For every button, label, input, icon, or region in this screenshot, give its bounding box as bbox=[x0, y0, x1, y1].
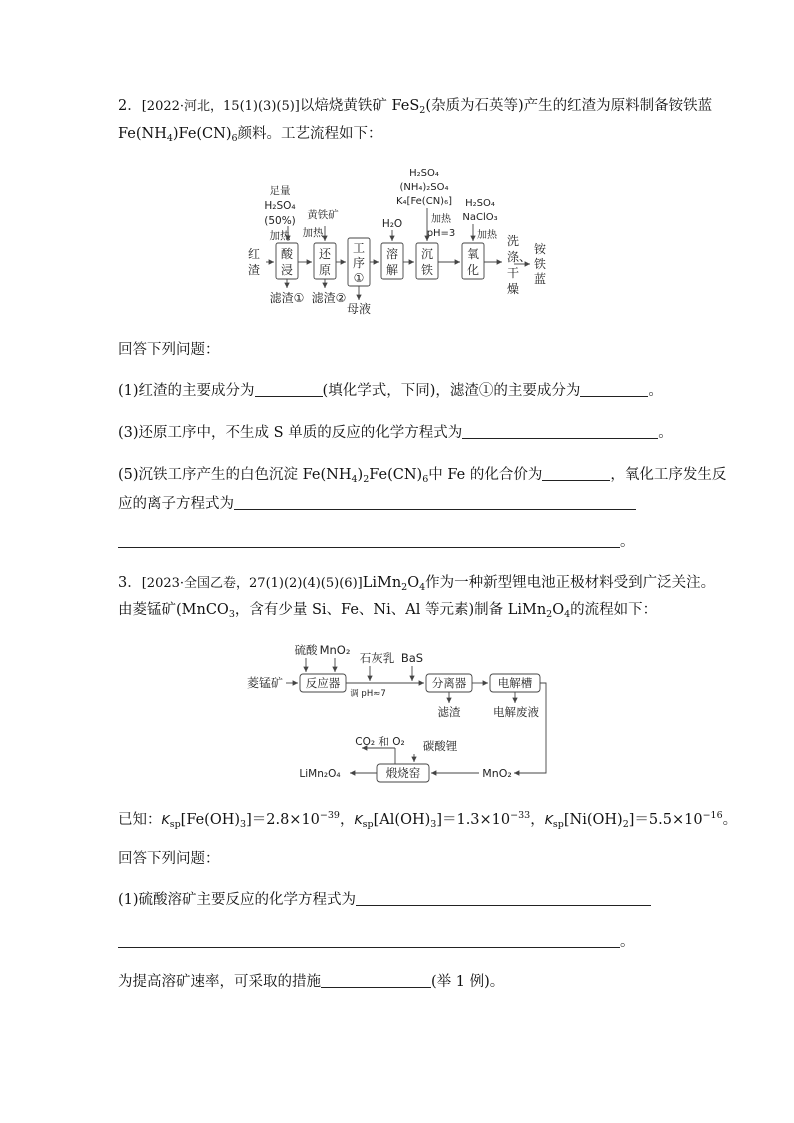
q3-answer-prompt: 回答下列问题： bbox=[118, 851, 220, 867]
q2-intro-line-1: 2．[2022·河北，15(1)(3)(5)]以焙烧黄铁矿 FeS$_2$(杂质为石英等)产生的红渣为原料制备铵铁蓝 bbox=[118, 98, 713, 116]
svg-text:加热: 加热 bbox=[477, 230, 497, 241]
q3-part-1-line-2: 。 bbox=[118, 932, 635, 952]
q3-blank-equation-1[interactable] bbox=[356, 891, 651, 906]
svg-text:黄铁矿: 黄铁矿 bbox=[307, 209, 339, 221]
svg-text:(50%): (50%) bbox=[264, 215, 296, 227]
svg-text:(NH₄)₂SO₄: (NH₄)₂SO₄ bbox=[399, 182, 449, 193]
svg-text:①: ① bbox=[353, 271, 365, 285]
q3-electrolyzer-label: 电解槽 bbox=[497, 676, 533, 690]
q3-part-1-line-3: 为提高溶矿速率，可采取的措施 (举 1 例)。 bbox=[118, 974, 505, 990]
q2-residue-2: 滤渣② bbox=[311, 291, 347, 305]
q3-flow-start: 菱锰矿 bbox=[247, 676, 284, 690]
svg-text:加热: 加热 bbox=[431, 214, 451, 225]
q3-known-ksp: 已知：$K_{sp}[Fe(OH)_3]=2.8\times 10^{-39}$，$K_{sp}[Al(OH)_3]=1.3\times 10^{-33}$，$K_{sp}[Ni(OH)_2]=5.5\times 10^{-16}$。 bbox=[118, 810, 738, 830]
q3-lithium-carbonate: 碳酸锂 bbox=[422, 739, 458, 753]
svg-text:溶: 溶 bbox=[385, 247, 399, 261]
q3-blank-measure[interactable] bbox=[321, 973, 431, 988]
svg-text:蓝: 蓝 bbox=[534, 272, 547, 286]
q2-dissolve-reagent: H₂O bbox=[381, 218, 403, 230]
q2-part-1: (1)红渣的主要成分为 (填化学式，下同)，滤渣①的主要成分为 。 bbox=[118, 383, 663, 399]
q2-mother-liquor: 母液 bbox=[346, 302, 372, 316]
svg-text:pH=3: pH=3 bbox=[426, 228, 456, 239]
q3-sulfuric-acid: 硫酸 bbox=[294, 643, 318, 657]
q2-residue-1: 滤渣① bbox=[269, 291, 305, 305]
svg-text:加热: 加热 bbox=[302, 227, 324, 239]
q3-mno2-product: MnO₂ bbox=[482, 767, 512, 780]
svg-text:H₂SO₄: H₂SO₄ bbox=[409, 168, 439, 179]
svg-text:NaClO₃: NaClO₃ bbox=[462, 212, 498, 223]
svg-text:干: 干 bbox=[507, 266, 520, 280]
svg-text:渣: 渣 bbox=[248, 263, 261, 277]
svg-text:铁: 铁 bbox=[420, 263, 434, 277]
q3-part-1: (1)硫酸溶矿主要反应的化学方程式为 bbox=[118, 890, 651, 910]
svg-text:涤、: 涤、 bbox=[507, 250, 532, 264]
q3-intro-line-2: 由菱锰矿(MnCO$_3$，含有少量 Si、Fe、Ni、Al 等元素)制备 $LiMn_2O_4$的流程如下： bbox=[118, 602, 658, 620]
q2-number: 2． bbox=[118, 98, 142, 114]
svg-text:K₄[Fe(CN)₆]: K₄[Fe(CN)₆] bbox=[395, 196, 453, 207]
svg-text:铵: 铵 bbox=[534, 242, 547, 256]
q2-part-5: (5)沉铁工序产生的白色沉淀 $Fe(NH_4)_2Fe(CN)_6$中 Fe 的化合价为 ，氧化工序发生反 bbox=[118, 467, 727, 485]
q3-separator-label: 分离器 bbox=[431, 676, 467, 690]
svg-text:浸: 浸 bbox=[280, 263, 294, 277]
svg-text:酸: 酸 bbox=[280, 247, 294, 261]
svg-text:氧: 氧 bbox=[466, 247, 480, 261]
q3-ph-note: 调 pH≈7 bbox=[350, 689, 386, 699]
svg-text:铁: 铁 bbox=[534, 257, 547, 271]
q3-blank-equation-2[interactable] bbox=[118, 933, 620, 948]
q3-lime-milk: 石灰乳 bbox=[359, 651, 395, 665]
svg-text:序: 序 bbox=[352, 256, 366, 270]
svg-text:H₂SO₄: H₂SO₄ bbox=[465, 198, 495, 209]
q2-part-5-line-2: 应的离子方程式为 bbox=[118, 494, 636, 514]
q3-kiln-label: 煅烧窑 bbox=[385, 766, 421, 780]
svg-text:还: 还 bbox=[318, 247, 332, 261]
q2-part-5-line-3: 。 bbox=[118, 532, 635, 552]
svg-text:洗: 洗 bbox=[507, 234, 520, 248]
svg-text:解: 解 bbox=[385, 263, 399, 277]
q3-bas: BaS bbox=[400, 651, 424, 665]
q3-waste-liquid: 电解废液 bbox=[493, 705, 539, 719]
svg-text:H₂SO₄: H₂SO₄ bbox=[264, 200, 296, 212]
svg-text:加热: 加热 bbox=[269, 230, 291, 242]
svg-text:燥: 燥 bbox=[507, 282, 520, 296]
svg-text:足量: 足量 bbox=[269, 185, 291, 197]
svg-text:红: 红 bbox=[248, 247, 261, 261]
q3-source: [2023·全国乙卷，27(1)(2)(4)(5)(6)] bbox=[141, 576, 363, 591]
q3-intro-line-1: 3．[2023·全国乙卷，$27(1)(2)(4)(5)(6)]LiMn_2O_4$作为一种新型锂电池正极材料受到广泛关注。 bbox=[118, 575, 716, 593]
q3-mno2-reagent: MnO₂ bbox=[319, 643, 351, 657]
svg-text:原: 原 bbox=[318, 263, 332, 277]
svg-text:化: 化 bbox=[466, 263, 480, 277]
q3-reactor-label: 反应器 bbox=[305, 676, 341, 690]
q2-intro-line-2: $Fe(NH_4)Fe(CN)_6$颜料。工艺流程如下： bbox=[118, 126, 383, 144]
q3-residue: 滤渣 bbox=[437, 705, 461, 719]
q2-answer-prompt: 回答下列问题： bbox=[118, 342, 220, 358]
q3-product: LiMn₂O₄ bbox=[299, 768, 341, 780]
q3-gases: CO₂ 和 O₂ bbox=[355, 736, 405, 748]
q2-source: [2022·河北，15(1)(3)(5)] bbox=[141, 99, 300, 114]
q3-number: 3． bbox=[118, 575, 142, 591]
svg-text:工: 工 bbox=[352, 241, 366, 255]
svg-text:沉: 沉 bbox=[420, 247, 434, 261]
q2-part-3: (3)还原工序中，不生成 S 单质的反应的化学方程式为 。 bbox=[118, 425, 673, 441]
